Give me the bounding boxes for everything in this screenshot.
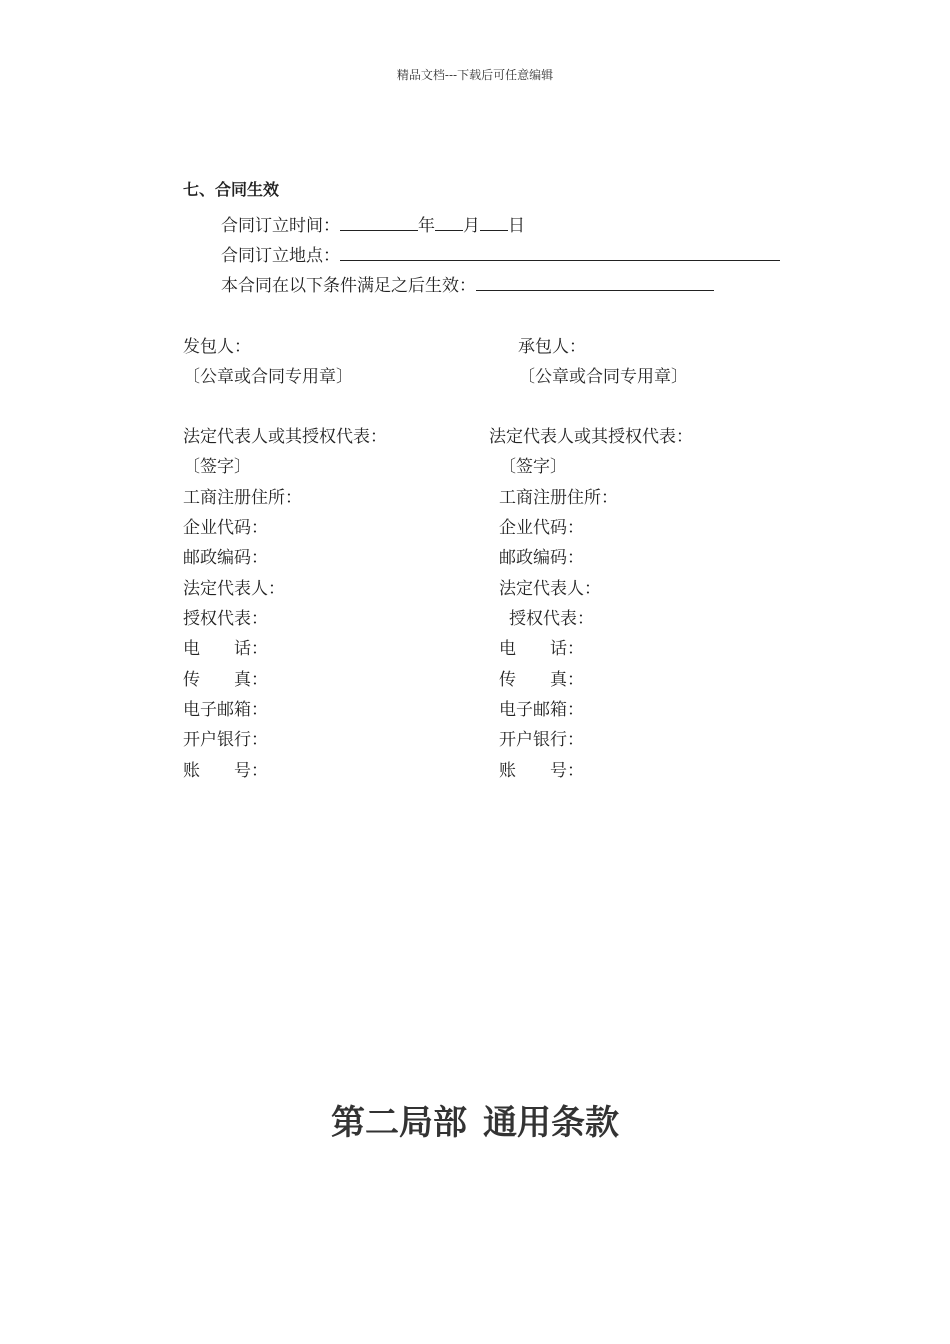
- contractor-postcode: 邮政编码：: [499, 548, 584, 568]
- contractor-fax: 传 真：: [499, 670, 584, 690]
- employer-account: 账 号：: [183, 761, 268, 781]
- employer-sign: 〔签字〕: [183, 457, 251, 477]
- signing-time-line: [221, 215, 525, 236]
- contractor-address: 工商注册住所：: [499, 488, 618, 508]
- day-label: 日: [508, 216, 525, 236]
- employer-rep-label: 法定代表人或其授权代表：: [183, 427, 387, 447]
- page-header: 精品文档---下载后可任意编辑: [396, 68, 554, 82]
- month-blank: [435, 215, 463, 231]
- contractor-seal: 〔公章或合同专用章〕: [518, 367, 688, 387]
- employer-seal: 〔公章或合同专用章〕: [183, 367, 353, 387]
- contractor-email: 电子邮箱：: [499, 700, 584, 720]
- condition-line: [221, 275, 714, 296]
- section-title: 七、合同生效: [183, 180, 280, 199]
- contractor-code: 企业代码：: [499, 518, 584, 538]
- employer-fax: 传 真：: [183, 670, 268, 690]
- employer-email: 电子邮箱：: [183, 700, 268, 720]
- employer-postcode: 邮政编码：: [183, 548, 268, 568]
- signing-place-label: 合同订立地点：: [221, 246, 340, 266]
- employer-bank: 开户银行：: [183, 730, 268, 750]
- condition-label: 本合同在以下条件满足之后生效：: [221, 276, 476, 296]
- signing-time-label: 合同订立时间：: [221, 216, 340, 236]
- employer-code: 企业代码：: [183, 518, 268, 538]
- place-blank: [340, 245, 780, 261]
- condition-blank: [476, 275, 714, 291]
- employer-authorized-rep: 授权代表：: [183, 609, 268, 629]
- contractor-phone: 电 话：: [499, 639, 584, 659]
- part-two-title-right: 通用条款: [483, 1103, 619, 1143]
- employer-label: 发包人：: [183, 337, 251, 357]
- employer-address: 工商注册住所：: [183, 488, 302, 508]
- contractor-bank: 开户银行：: [499, 730, 584, 750]
- contractor-legal-rep: 法定代表人：: [499, 579, 601, 599]
- contractor-rep-label: 法定代表人或其授权代表：: [489, 427, 693, 447]
- signing-place-line: [221, 245, 780, 266]
- year-blank: [340, 215, 418, 231]
- employer-phone: 电 话：: [183, 639, 268, 659]
- part-two-title-left: 第二局部: [331, 1103, 467, 1143]
- employer-legal-rep: 法定代表人：: [183, 579, 285, 599]
- month-label: 月: [463, 216, 480, 236]
- part-two-title: [0, 1095, 950, 1144]
- contractor-account: 账 号：: [499, 761, 584, 781]
- contractor-label: 承包人：: [518, 337, 586, 357]
- day-blank: [480, 215, 508, 231]
- contractor-authorized-rep: 授权代表：: [509, 609, 594, 629]
- contractor-sign: 〔签字〕: [499, 457, 567, 477]
- year-label: 年: [418, 216, 435, 236]
